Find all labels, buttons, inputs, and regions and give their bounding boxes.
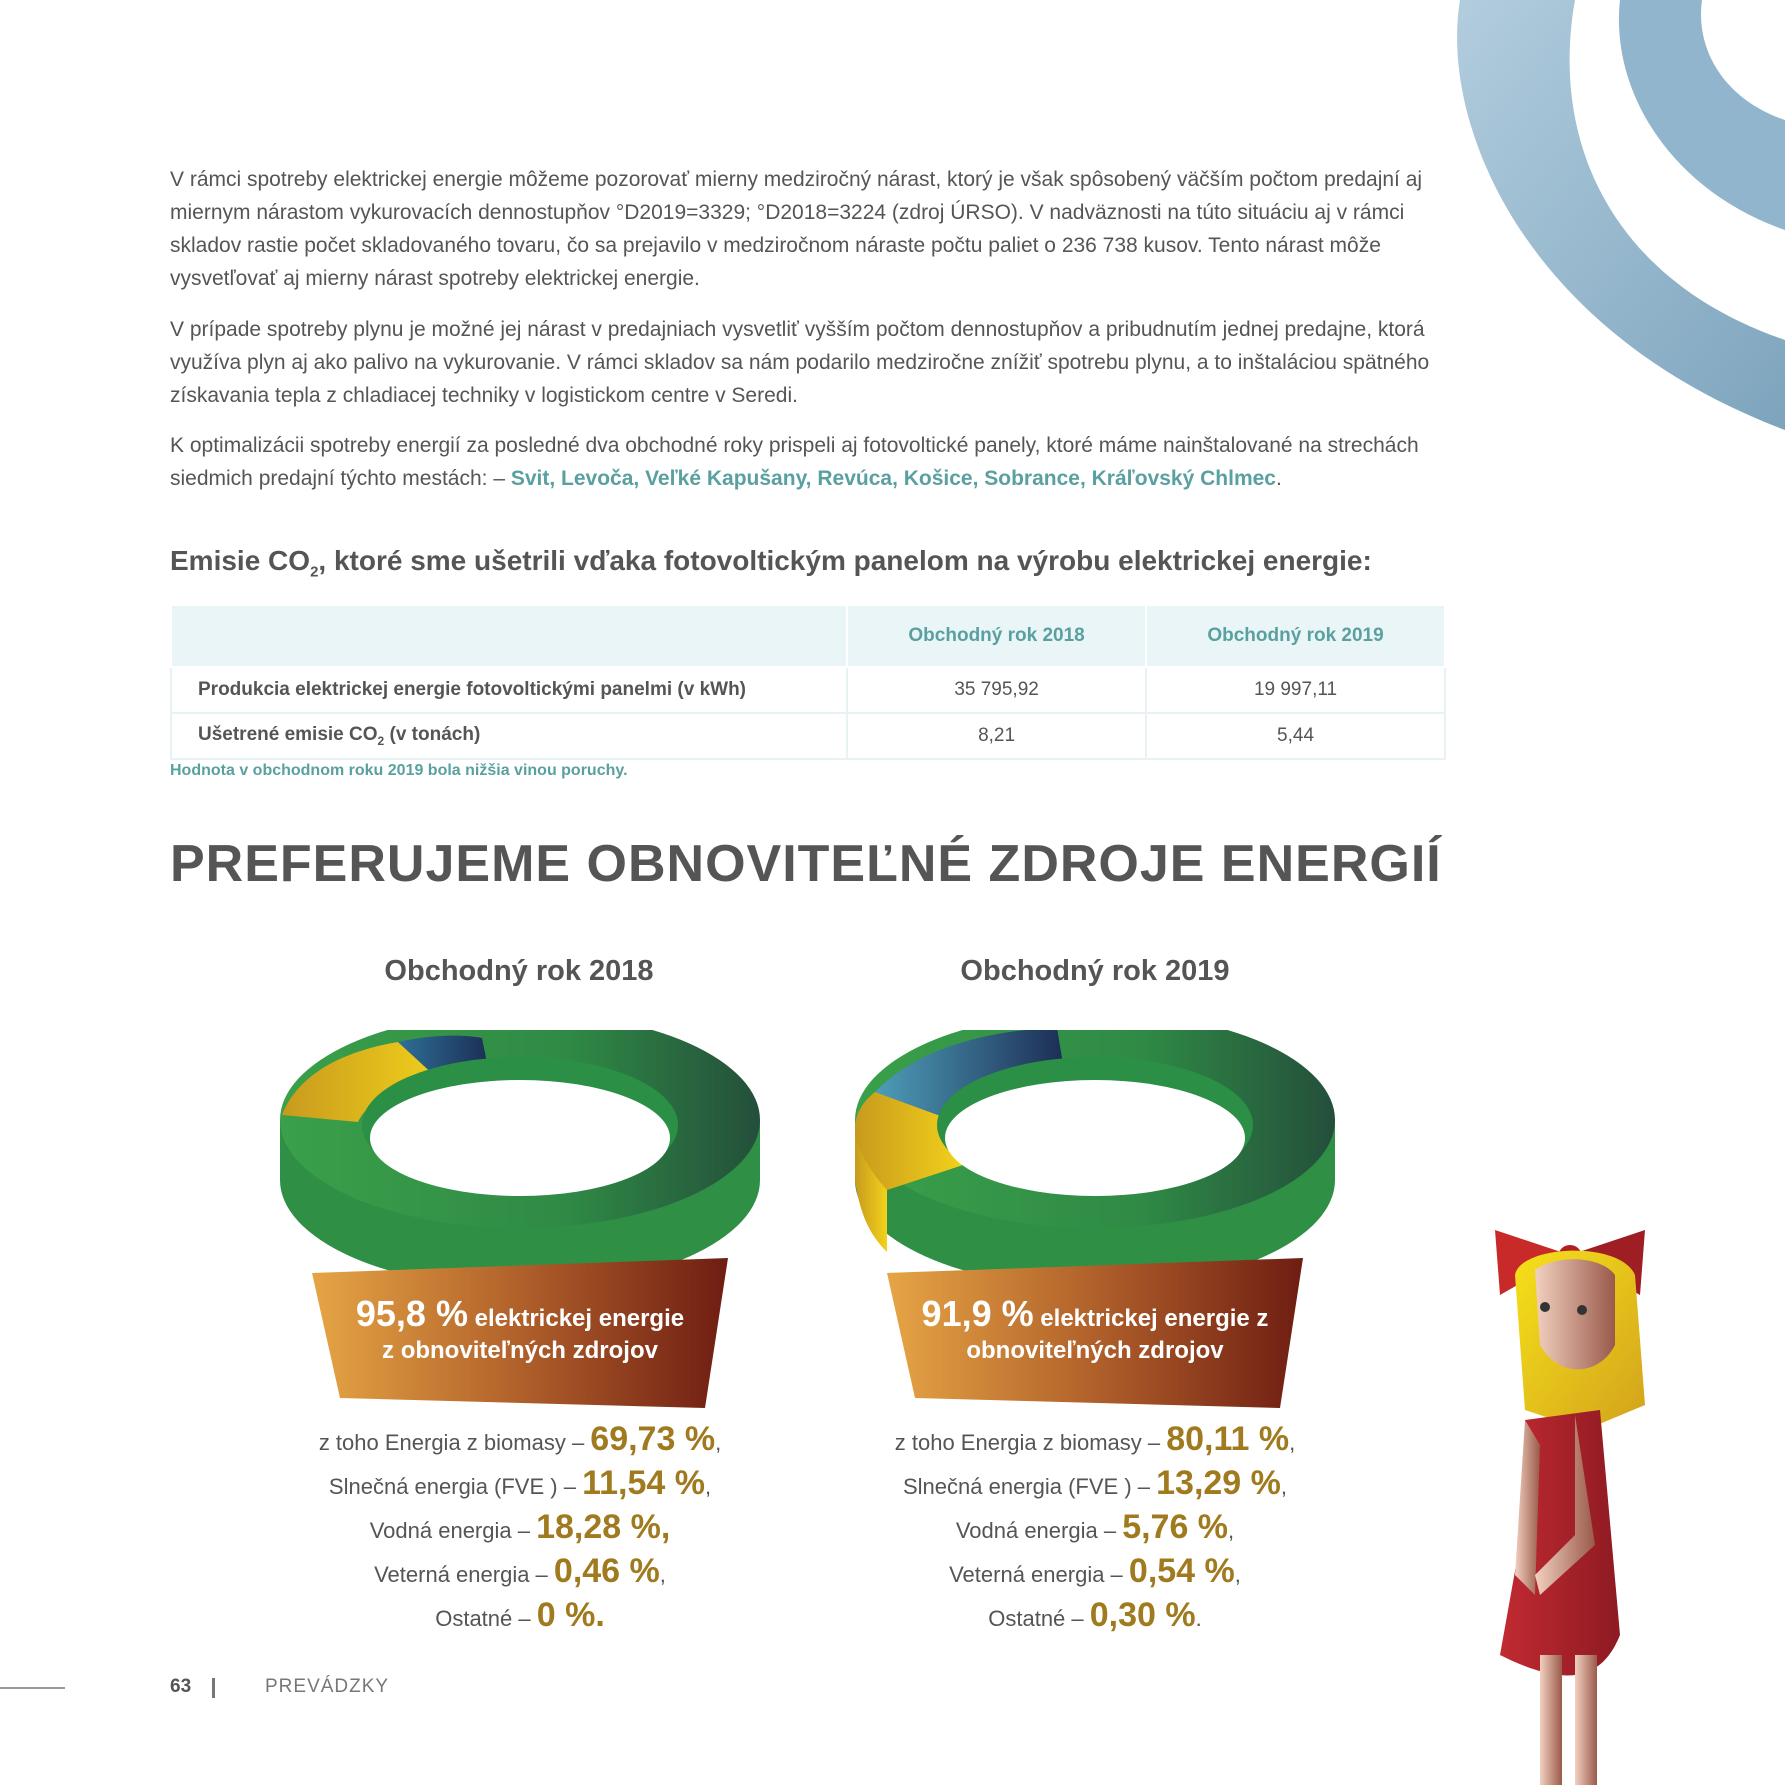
photovoltaic-end: . bbox=[1275, 467, 1282, 490]
city-list: Svit, Levoča, Veľké Kapušany, Revúca, Košice, Sobrance, Kráľovský Chlmec bbox=[510, 467, 1276, 490]
row-label-emissions-pre: Ušetrené emisie CO bbox=[198, 724, 378, 746]
breakdown-value: 0,46 % bbox=[553, 1552, 660, 1590]
donut-title-2018: Obchodný rok 2018 bbox=[384, 955, 654, 987]
renewable-share-2019: 91,9 % bbox=[921, 1293, 1034, 1334]
banner-line2-2019: obnoviteľných zdrojov bbox=[966, 1337, 1224, 1364]
emissions-heading bbox=[170, 545, 1372, 581]
breakdown-label: Vodná energia – bbox=[955, 1518, 1123, 1543]
emissions-2018: 8,21 bbox=[847, 713, 1146, 759]
banner-rest-2018: elektrickej energie bbox=[474, 1305, 685, 1332]
breakdown-end: , bbox=[1289, 1430, 1296, 1455]
table-header-2019: Obchodný rok 2019 bbox=[1146, 605, 1445, 667]
emissions-heading-sub: 2 bbox=[310, 563, 319, 581]
breakdown-end: , bbox=[715, 1430, 722, 1455]
donut-title-2019: Obchodný rok 2019 bbox=[960, 955, 1230, 987]
table-row bbox=[171, 667, 1445, 713]
emissions-heading-post: , ktoré sme ušetrili vďaka fotovoltickým panelom na výrobu elektrickej energie: bbox=[318, 545, 1372, 576]
page-number: 63 bbox=[170, 1676, 192, 1697]
list-item bbox=[270, 1595, 770, 1639]
breakdown-end: , bbox=[659, 1562, 666, 1587]
banner-line2-2018: z obnoviteľných zdrojov bbox=[382, 1337, 658, 1364]
breakdown-label: Veterná energia – bbox=[374, 1562, 554, 1587]
row-label-emissions bbox=[171, 713, 847, 759]
breakdown-2018 bbox=[270, 1419, 770, 1639]
renewable-share-2018: 95,8 % bbox=[355, 1293, 468, 1334]
table-header-empty bbox=[171, 605, 847, 667]
row-label-emissions-sub: 2 bbox=[377, 733, 385, 748]
table-header-2018: Obchodný rok 2018 bbox=[847, 605, 1146, 667]
list-item bbox=[270, 1507, 770, 1551]
breakdown-2019 bbox=[845, 1419, 1345, 1639]
breakdown-end: , bbox=[1234, 1562, 1241, 1587]
breakdown-end: , bbox=[704, 1474, 712, 1499]
row-label-emissions-post: (v tonách) bbox=[384, 724, 481, 746]
table-header-row bbox=[171, 605, 1445, 667]
section-name: PREVÁDZKY bbox=[265, 1676, 390, 1697]
list-item bbox=[270, 1463, 770, 1507]
list-item bbox=[845, 1551, 1345, 1595]
banner-rest-2019: elektrickej energie z bbox=[1040, 1305, 1269, 1332]
paragraph-photovoltaic bbox=[170, 429, 1450, 495]
breakdown-value: 5,76 % bbox=[1122, 1508, 1229, 1546]
breakdown-value: 80,11 % bbox=[1166, 1420, 1290, 1458]
breakdown-value: 0,54 % bbox=[1128, 1552, 1235, 1590]
girl-illustration bbox=[1480, 1215, 1785, 1785]
production-2018: 35 795,92 bbox=[847, 667, 1146, 713]
list-item bbox=[845, 1507, 1345, 1551]
breakdown-label: Ostatné – bbox=[988, 1606, 1090, 1631]
photovoltaic-intro: K optimalizácii spotreby energií za posledné dva obchodné roky prispeli aj fotovoltické panely, ktoré máme nainštalované na strechách siedmich predajní týchto mestách: – bbox=[170, 434, 1419, 490]
breakdown-value: 18,28 %, bbox=[536, 1508, 671, 1546]
row-label-production: Produkcia elektrickej energie fotovoltickými panelmi (v kWh) bbox=[171, 667, 847, 713]
banner-text-2018 bbox=[310, 1293, 730, 1367]
breakdown-label: Veterná energia – bbox=[949, 1562, 1129, 1587]
list-item bbox=[845, 1419, 1345, 1463]
paragraph-electricity: V rámci spotreby elektrickej energie môžeme pozorovať mierny medziročný nárast, ktorý je však spôsobený väčším počtom predajní aj miernym nárastom vykurovacích dennostupňov °D2019=3329; °D2018=3224 (zdroj ÚRSO). V nadväznosti na túto situáciu aj v rámci skladov rastie počet skladovaného tovaru, čo sa prejavilo v medziročnom náraste počtu paliet o 236 738 kusov. Tento nárast môže vysvetľovať aj mierny nárast spotreby elektrickej energie. bbox=[170, 168, 1423, 290]
breakdown-end: , bbox=[1280, 1474, 1288, 1499]
breakdown-label: Slnečná energia (FVE ) – bbox=[902, 1474, 1157, 1499]
breakdown-end: . bbox=[1195, 1606, 1202, 1631]
breakdown-label: z toho Energia z biomasy – bbox=[318, 1430, 591, 1455]
table-note: Hodnota v obchodnom roku 2019 bola nižšia vinou poruchy. bbox=[170, 762, 628, 779]
breakdown-label: Vodná energia – bbox=[369, 1518, 537, 1543]
breakdown-value: 69,73 % bbox=[590, 1420, 716, 1458]
banner-text-2019 bbox=[885, 1293, 1305, 1367]
breakdown-label: Ostatné – bbox=[435, 1606, 537, 1631]
breakdown-value: 0,30 % bbox=[1089, 1596, 1196, 1634]
decorative-swoosh bbox=[1440, 0, 1785, 440]
emissions-2019: 5,44 bbox=[1146, 713, 1445, 759]
breakdown-value: 0 %. bbox=[536, 1596, 605, 1634]
breakdown-label: Slnečná energia (FVE ) – bbox=[328, 1474, 583, 1499]
list-item bbox=[845, 1595, 1345, 1639]
breakdown-end: , bbox=[1228, 1518, 1235, 1543]
footer-rule bbox=[0, 1687, 65, 1689]
breakdown-label: z toho Energia z biomasy – bbox=[894, 1430, 1167, 1455]
footer-separator bbox=[212, 1678, 215, 1698]
emissions-table bbox=[170, 604, 1446, 760]
list-item bbox=[270, 1551, 770, 1595]
emissions-heading-pre: Emisie CO bbox=[170, 545, 311, 576]
table-row bbox=[171, 713, 1445, 759]
breakdown-value: 13,29 % bbox=[1156, 1464, 1281, 1502]
section-heading: PREFERUJEME OBNOVITEĽNÉ ZDROJE ENERGIÍ bbox=[170, 835, 1442, 893]
paragraph-gas: V prípade spotreby plynu je možné jej nárast v predajniach vysvetliť vyšším počtom dennostupňov a pribudnutím jednej predajne, ktorá využíva plyn aj ako palivo na vykurovanie. V rámci skladov sa nám podarilo medziročne znížiť spotrebu plynu, a to inštaláciou spätného získavania tepla z chladiacej techniky v logistickom centre v Seredi. bbox=[170, 318, 1430, 407]
list-item bbox=[270, 1419, 770, 1463]
list-item bbox=[845, 1463, 1345, 1507]
production-2019: 19 997,11 bbox=[1146, 667, 1445, 713]
breakdown-value: 11,54 % bbox=[582, 1464, 705, 1502]
